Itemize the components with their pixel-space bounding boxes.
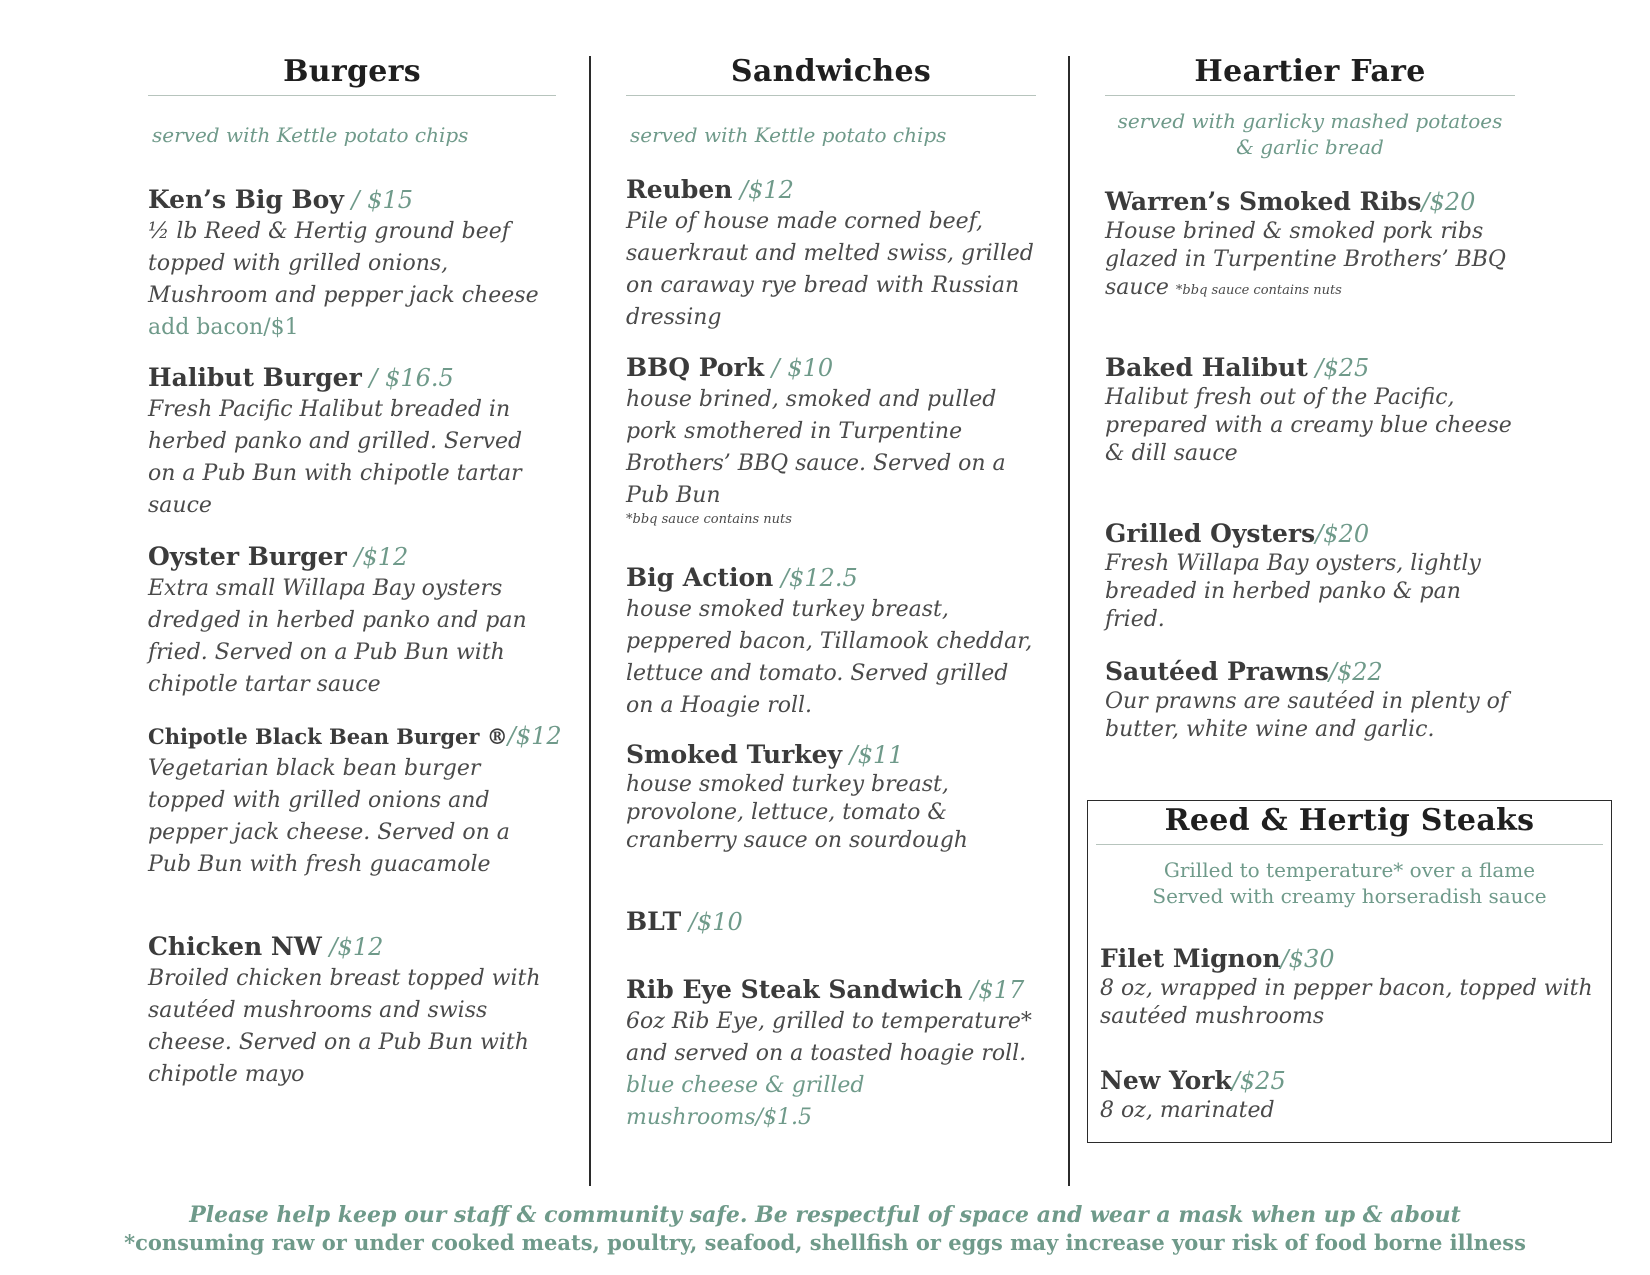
item-name: BLT: [626, 907, 682, 936]
item-price: /$25: [1307, 354, 1370, 382]
heartier-section: [1105, 54, 1515, 794]
item-price: / $15: [343, 186, 414, 214]
item-note: *bbq sauce contains nuts: [626, 512, 792, 527]
item-price: /$25: [1231, 1067, 1286, 1095]
item-price: /$30: [1280, 945, 1335, 973]
burgers-subtitle: served with Kettle potato chips: [152, 123, 469, 147]
steaks-subtitle-2: Served with creamy horseradish sauce: [1152, 884, 1547, 908]
item-addon: add bacon/$1: [148, 315, 299, 340]
item-description: house smoked turkey breast, provolone, lettuce, tomato & cranberry sauce on sourdough: [626, 772, 968, 853]
item-price: /$17: [962, 976, 1025, 1004]
sandwiches-subtitle: served with Kettle potato chips: [630, 123, 947, 147]
menu-item: [1105, 656, 1515, 744]
item-price: /$20: [1421, 188, 1476, 216]
item-price: /$10: [681, 908, 743, 936]
item-price: /$12.5: [773, 564, 858, 592]
item-description: Extra small Willapa Bay oysters dredged in herbed panko and pan fried. Served on a Pub Bun with chipotle tartar sauce: [148, 576, 527, 697]
menu-item: [1100, 1065, 1603, 1125]
item-price: /$22: [1328, 658, 1383, 686]
item-price: /$12: [732, 176, 794, 204]
item-name: Halibut Burger: [148, 363, 362, 392]
sandwiches-section: [626, 54, 1036, 1134]
item-description: House brined & smoked pork ribs glazed in Turpentine Brothers’ BBQ sauce: [1105, 219, 1506, 300]
item-description: ½ lb Reed & Hertig ground beef topped with grilled onions, Mushroom and pepper jack cheese: [148, 219, 539, 308]
item-description: Halibut fresh out of the Pacific, prepared with a creamy blue cheese & dill sauce: [1105, 385, 1512, 466]
item-name: Filet Mignon: [1100, 944, 1281, 973]
item-addon: blue cheese & grilled mushrooms/$1.5: [626, 1073, 865, 1130]
menu-item: [626, 562, 1036, 722]
menu-item: [626, 352, 1036, 527]
item-price: /$12: [507, 722, 562, 750]
item-name: BBQ Pork: [626, 353, 765, 382]
item-name: Big Action: [626, 563, 774, 592]
item-name: Smoked Turkey: [626, 740, 843, 769]
item-price: / $16.5: [361, 364, 454, 392]
steaks-subtitle-1: Grilled to temperature* over a flame: [1163, 858, 1536, 882]
item-name: Oyster Burger: [148, 542, 347, 571]
item-description: Broiled chicken breast topped with sautéed mushrooms and swiss cheese. Served on a Pub Bun with chipotle mayo: [148, 966, 541, 1087]
item-name: Ken’s Big Boy: [148, 185, 344, 214]
item-name: Chicken NW: [148, 932, 322, 961]
heartier-subtitle: served with garlicky mashed potatoes & garlic bread: [1117, 109, 1503, 159]
item-name: Warren’s Smoked Ribs: [1105, 187, 1422, 216]
item-name: Rib Eye Steak Sandwich: [626, 975, 963, 1004]
steaks-box: [1087, 800, 1612, 1143]
item-note: *bbq sauce contains nuts: [1175, 283, 1342, 298]
item-price: / $10: [764, 354, 834, 382]
menu-item: [626, 974, 1036, 1134]
item-name: Sautéed Prawns: [1105, 657, 1329, 686]
menu-item: [1105, 186, 1515, 305]
item-description: 8 oz, marinated: [1100, 1098, 1275, 1123]
item-description: Vegetarian black bean burger topped with grilled onions and pepper jack cheese. Served on a Pub Bun with fresh guacamole: [148, 756, 510, 877]
column-divider-1: [589, 56, 591, 1186]
item-description: Pile of house made corned beef, sauerkraut and melted swiss, grilled on caraway rye bread with Russian dressing: [626, 209, 1034, 330]
menu-item: [1100, 943, 1603, 1031]
item-description: house smoked turkey breast, peppered bacon, Tillamook cheddar, lettuce and tomato. Served grilled on a Hoagie roll.: [626, 597, 1033, 718]
column-divider-2: [1068, 56, 1070, 1186]
footer-disclaimer: *consuming raw or under cooked meats, poultry, seafood, shellfish or eggs may increase your risk of food borne illness: [124, 1230, 1526, 1255]
burgers-section: [148, 54, 562, 1134]
menu-item: [626, 906, 1036, 938]
sandwiches-heading: Sandwiches: [626, 54, 1036, 96]
menu-item: [148, 931, 556, 1091]
item-name: Grilled Oysters: [1105, 519, 1316, 548]
menu-item: [148, 720, 562, 881]
item-price: /$12: [321, 933, 384, 961]
menu-item: [626, 174, 1036, 334]
footer-safety-note: Please help keep our staff & community safe. Be respectful of space and wear a mask when up & about: [189, 1202, 1461, 1228]
item-price: /$20: [1315, 520, 1370, 548]
menu-item: [148, 541, 556, 701]
heartier-heading: Heartier Fare: [1105, 54, 1515, 96]
item-price: /$12: [346, 543, 409, 571]
menu-item: [626, 739, 1036, 855]
item-name: Baked Halibut: [1105, 353, 1308, 382]
item-name: Reuben: [626, 175, 733, 204]
item-description: house brined, smoked and pulled pork smothered in Turpentine Brothers’ BBQ sauce. Served on a Pub Bun: [626, 387, 1006, 508]
item-description: 8 oz, wrapped in pepper bacon, topped with sautéed mushrooms: [1100, 976, 1593, 1029]
item-price: /$11: [842, 741, 904, 769]
item-description: 6oz Rib Eye, grilled to temperature* and served on a toasted hoagie roll.: [626, 1009, 1032, 1066]
item-description: Fresh Willapa Bay oysters, lightly breaded in herbed panko & pan fried.: [1105, 551, 1481, 632]
item-description: Our prawns are sautéed in plenty of butter, white wine and garlic.: [1105, 689, 1509, 742]
item-name: Chipotle Black Bean Burger ®: [148, 724, 508, 749]
menu-item: [1105, 518, 1515, 634]
menu-item: [1105, 352, 1515, 468]
menu-item: [148, 362, 556, 522]
steaks-heading: Reed & Hertig Steaks: [1096, 801, 1603, 845]
item-name: New York: [1100, 1066, 1232, 1095]
item-description: Fresh Pacific Halibut breaded in herbed panko and grilled. Served on a Pub Bun with chipotle tartar sauce: [148, 397, 523, 518]
burgers-heading: Burgers: [148, 54, 556, 96]
menu-item: [148, 184, 556, 344]
